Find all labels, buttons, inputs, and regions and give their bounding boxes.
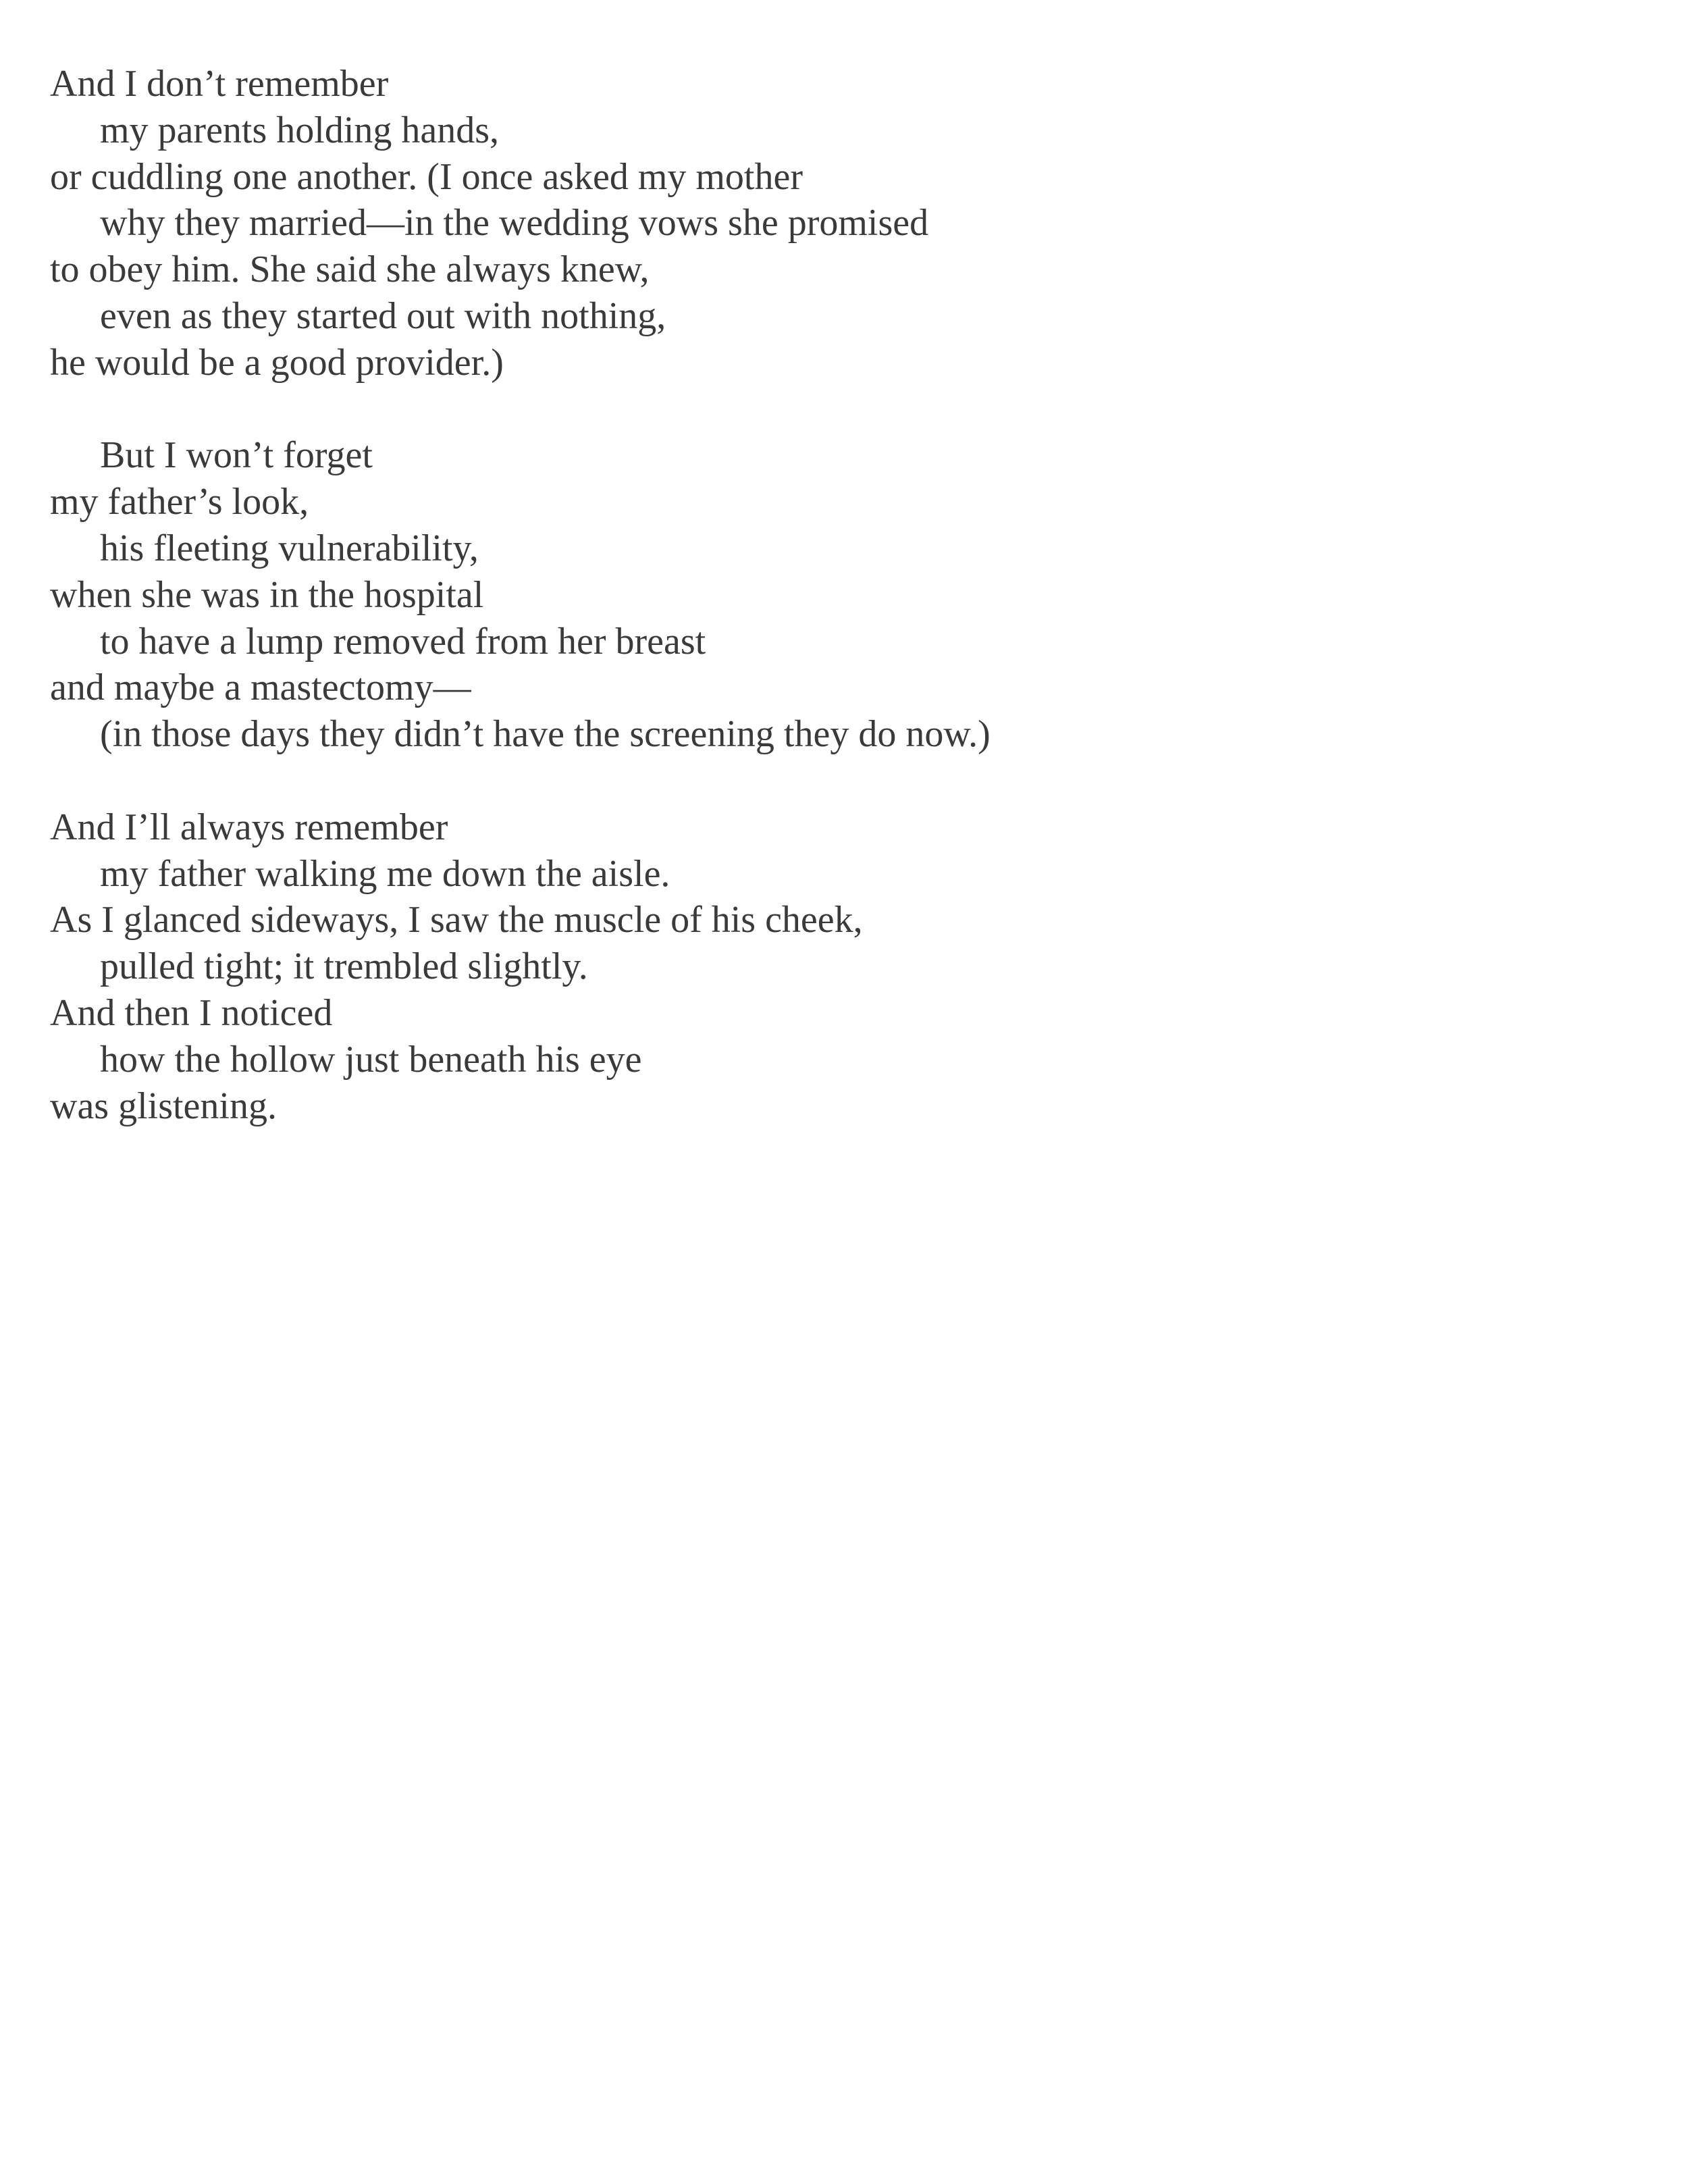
- poem-line: was glistening.: [50, 1085, 277, 1127]
- poem-line: And then I noticed: [50, 991, 333, 1034]
- poem-line: But I won’t forget: [100, 434, 373, 477]
- stanza-break: [50, 758, 1603, 804]
- poem-line: why they married—in the wedding vows she promised: [100, 202, 929, 244]
- poem-line: and maybe a mastectomy—: [50, 667, 471, 709]
- poem-line: (in those days they didn’t have the screening they do now.): [100, 713, 991, 756]
- poem-line: or cuddling one another. (I once asked my mother: [50, 155, 803, 198]
- poem-line: even as they started out with nothing,: [100, 294, 666, 337]
- poem-line: my parents holding hands,: [100, 109, 500, 151]
- poem-line: to obey him. She said she always knew,: [50, 249, 650, 291]
- poem-line: his fleeting vulnerability,: [100, 527, 479, 569]
- stanza-break: [50, 386, 1603, 433]
- poem-line: And I don’t remember: [50, 63, 389, 105]
- poem-line: And I’ll always remember: [50, 806, 448, 848]
- poem-line: how the hollow just beneath his eye: [100, 1038, 642, 1081]
- poem-line: my father walking me down the aisle.: [100, 852, 670, 895]
- poem-line: As I glanced sideways, I saw the muscle of his cheek,: [50, 899, 863, 941]
- poem-line: pulled tight; it trembled slightly.: [100, 945, 588, 988]
- poem-line: he would be a good provider.): [50, 341, 504, 384]
- poem-body: [50, 61, 1603, 1129]
- poem-line: when she was in the hospital: [50, 573, 484, 616]
- poem-line: my father’s look,: [50, 481, 309, 523]
- poem-line: to have a lump removed from her breast: [100, 620, 706, 662]
